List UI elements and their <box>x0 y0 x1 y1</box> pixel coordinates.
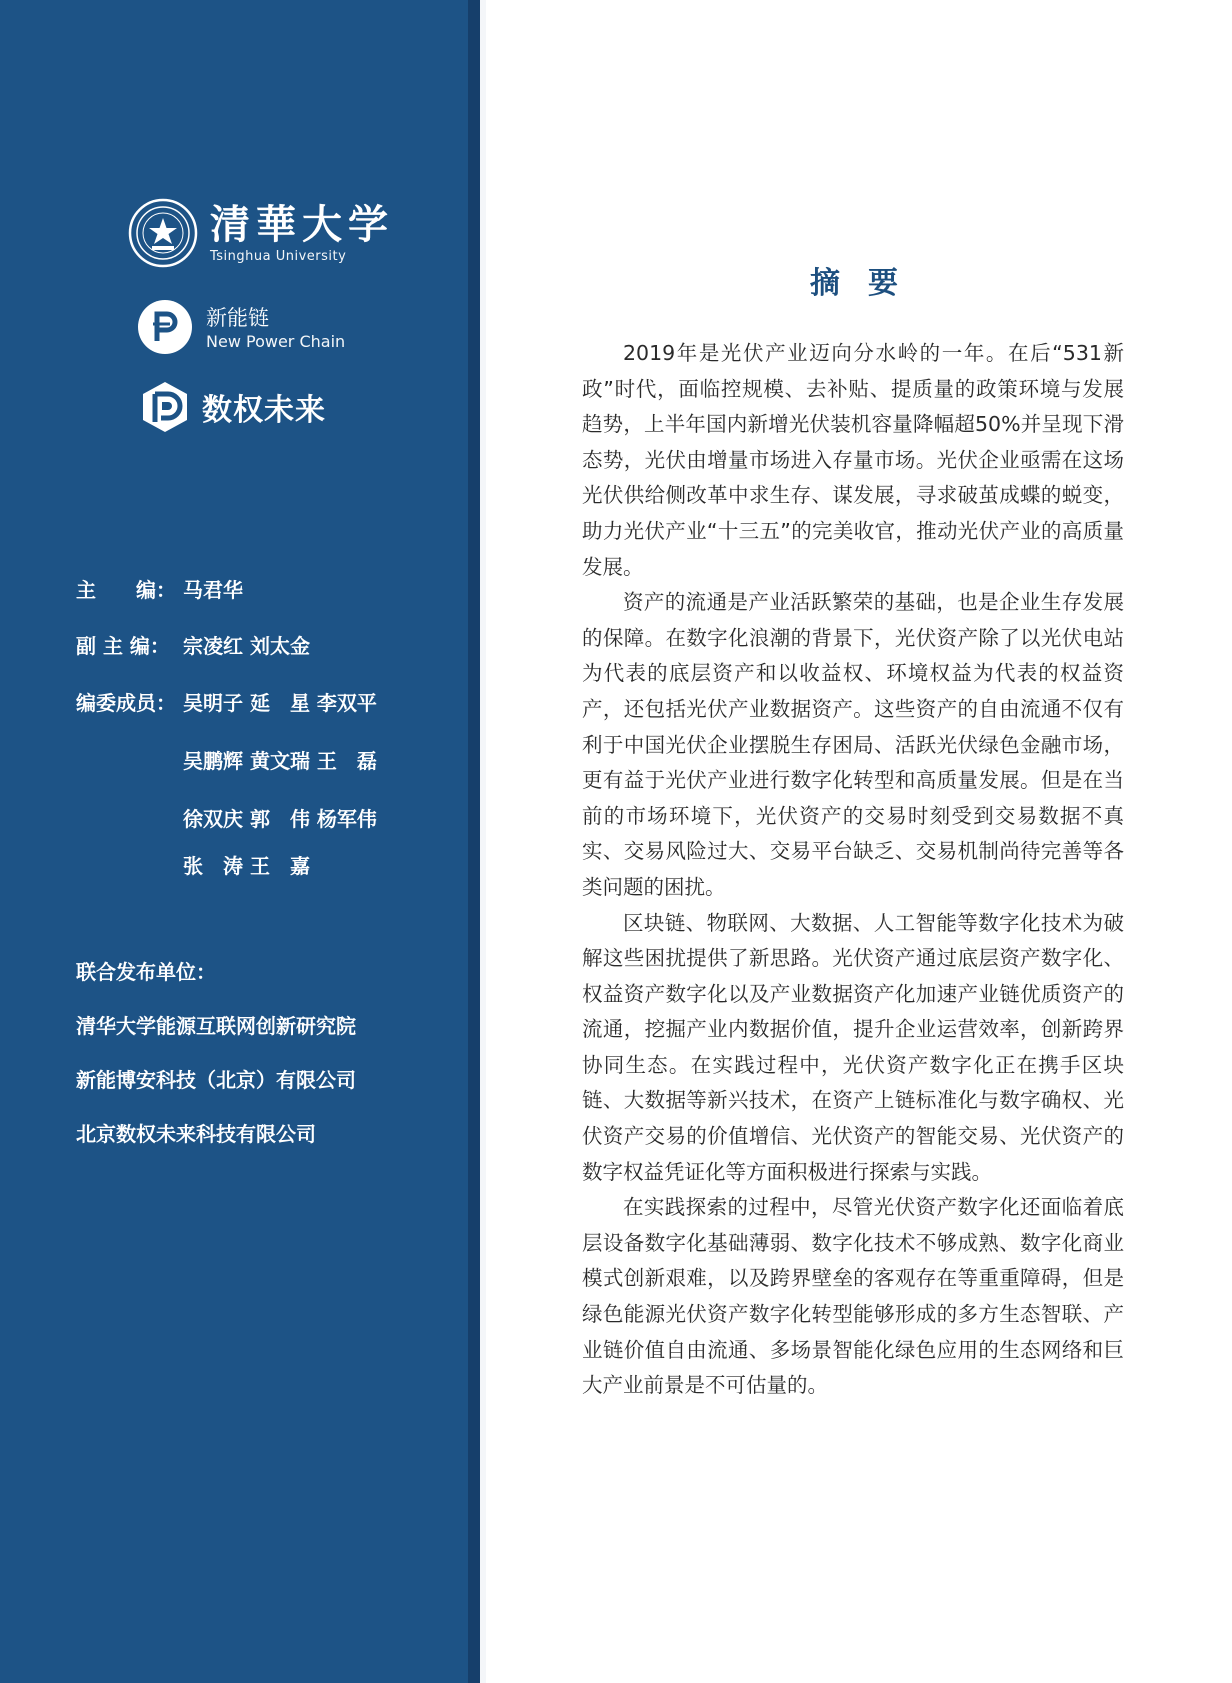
committee-names-row: 吴鹏辉 黄文瑞 王 磊 <box>183 749 377 773</box>
divider-gap <box>480 0 486 1683</box>
publisher-item: 清华大学能源互联网创新研究院 <box>76 1014 356 1038</box>
abstract-paragraph: 2019年是光伏产业迈向分水岭的一年。在后“531新政”时代，面临控规模、去补贴、提质量的政策环境与发展趋势，上半年国内新增光伏装机容量降幅超50%并呈现下滑态势，光伏由增量市场进入存量市场。光伏企业亟需在这场光伏供给侧改革中求生存、谋发展，寻求破茧成蝶的蜕变，助力光伏产业“十三五”的完美收官，推动光伏产业的高质量发展。 <box>582 341 1124 579</box>
abstract-paragraph: 在实践探索的过程中，尽管光伏资产数字化还面临着底层设备数字化基础薄弱、数字化技术不够成熟、数字化商业模式创新艰难，以及跨界壁垒的客观存在等重重障碍，但是绿色能源光伏资产数字化转型能够形成的多方生态智联、产业链价值自由流通、多场景智能化绿色应用的生态网络和巨大产业前景是不可估量的。 <box>582 1195 1124 1398</box>
tsinghua-seal-icon <box>128 198 198 268</box>
deputy-editor-names: 宗凌红 刘太金 <box>183 634 310 658</box>
committee-names-row: 徐双庆 郭 伟 杨军伟 <box>183 807 377 831</box>
chief-editor-names: 马君华 <box>183 578 243 602</box>
publisher-item: 新能博安科技（北京）有限公司 <box>76 1068 356 1092</box>
new-power-chain-name-en: New Power Chain <box>206 331 346 351</box>
abstract-body <box>582 336 1124 1404</box>
shuquan-logo-icon <box>138 380 192 434</box>
publishers-label: 联合发布单位： <box>76 960 216 984</box>
tsinghua-logo <box>128 198 394 268</box>
tsinghua-name-cn: 清華大学 <box>210 200 394 248</box>
chief-editor-label: 主 编： <box>76 578 176 602</box>
publisher-item: 北京数权未来科技有限公司 <box>76 1122 316 1146</box>
new-power-chain-name-cn: 新能链 <box>206 305 269 330</box>
tsinghua-name-en: Tsinghua University <box>210 248 347 264</box>
shuquan-logo <box>138 380 326 434</box>
new-power-chain-logo <box>138 300 345 354</box>
committee-names-row: 张 涛 王 嘉 <box>183 854 310 878</box>
left-blue-panel <box>0 0 468 1683</box>
divider-stripe <box>468 0 480 1683</box>
committee-names-row: 吴明子 延 星 李双平 <box>183 691 377 715</box>
abstract-paragraph: 区块链、物联网、大数据、人工智能等数字化技术为破解这些困扰提供了新思路。光伏资产通过底层资产数字化、权益资产数字化以及产业数据资产化加速产业链优质资产的流通，挖掘产业内数据价值，提升企业运营效率，创新跨界协同生态。在实践过程中，光伏资产数字化正在携手区块链、大数据等新兴技术，在资产上链标准化与数字确权、光伏资产交易的价值增信、光伏资产的智能交易、光伏资产的数字权益凭证化等方面积极进行探索与实践。 <box>582 910 1124 1184</box>
shuquan-name-cn: 数权未来 <box>202 393 326 428</box>
abstract-paragraph: 资产的流通是产业活跃繁荣的基础，也是企业生存发展的保障。在数字化浪潮的背景下，光伏资产除了以光伏电站为代表的底层资产和以收益权、环境权益为代表的权益资产，还包括光伏产业数据资产。这些资产的自由流通不仅有利于中国光伏企业摆脱生存困局、活跃光伏绿色金融市场，更有益于光伏产业进行数字化转型和高质量发展。但是在当前的市场环境下，光伏资产的交易时刻受到交易数据不真实、交易风险过大、交易平台缺乏、交易机制尚待完善等各类问题的困扰。 <box>582 590 1124 899</box>
committee-label: 编委成员： <box>76 691 176 715</box>
new-power-chain-logo-icon <box>138 300 192 354</box>
deputy-editor-label: 副 主 编： <box>76 634 170 658</box>
abstract-title: 摘要 <box>810 266 926 301</box>
